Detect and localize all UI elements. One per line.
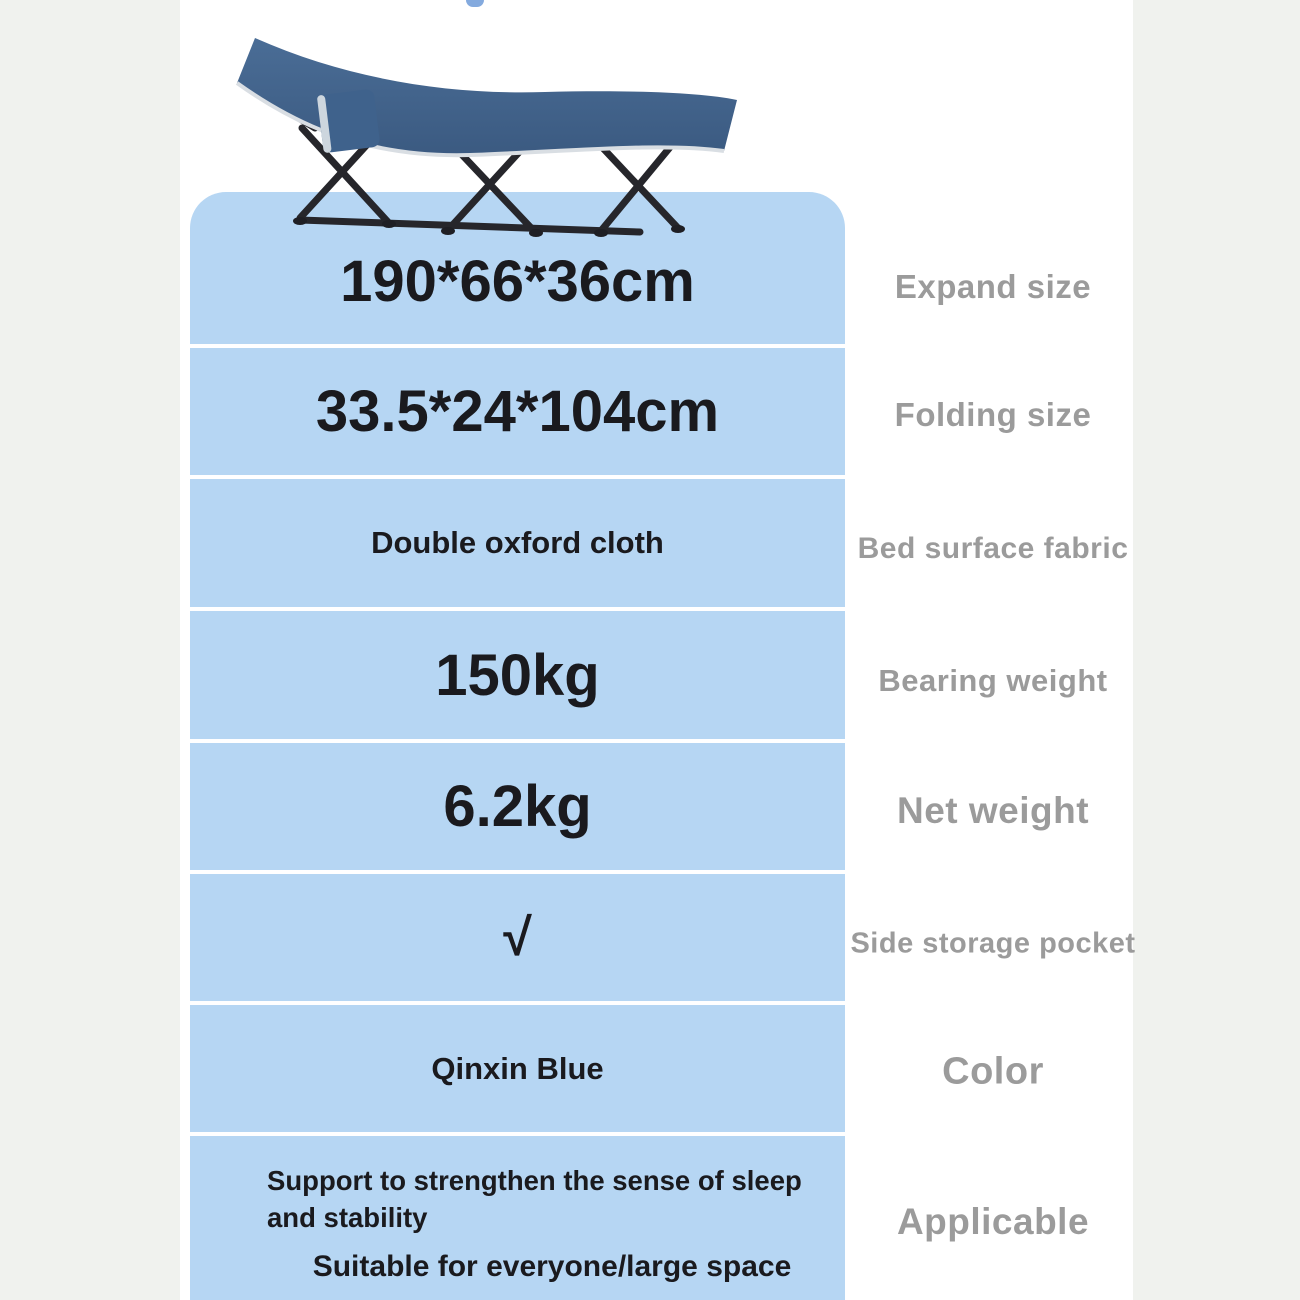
right-margin-strip: [1133, 0, 1300, 1300]
spec-table: [190, 192, 845, 1300]
spec-value-bed-fabric: Double oxford cloth: [371, 525, 664, 560]
spec-row-bearing-weight: [190, 611, 845, 743]
spec-label-bed-fabric: Bed surface fabric: [857, 532, 1129, 565]
spec-row-bed-fabric: [190, 479, 845, 611]
cot-side-pocket: [317, 89, 381, 154]
spec-value-bearing-weight: 150kg: [435, 642, 600, 708]
spec-value-net-weight: 6.2kg: [443, 774, 592, 839]
spec-row-color: [190, 1005, 845, 1136]
spec-label-expand-size: Expand size: [894, 268, 1092, 305]
left-margin-strip: [0, 0, 180, 1300]
spec-label-net-weight: Net weight: [896, 790, 1090, 831]
spec-value-applicable-line2: Suitable for everyone/large space: [312, 1250, 792, 1284]
folding-camping-cot-image: [225, 0, 745, 238]
spec-label-side-pocket: Side storage pocket: [850, 927, 1136, 960]
spec-row-folding-size: [190, 348, 845, 479]
spec-value-applicable-line1: Support to strengthen the sense of sleep and stability: [267, 1165, 802, 1234]
checkmark-icon: √: [503, 908, 532, 967]
spec-label-bearing-weight: Bearing weight: [878, 663, 1108, 698]
spec-label-column: [845, 0, 1141, 1300]
spec-value-folding-size: 33.5*24*104cm: [315, 379, 720, 444]
spec-value-expand-size: 190*66*36cm: [340, 248, 695, 314]
spec-label-folding-size: Folding size: [894, 396, 1092, 433]
spec-row-net-weight: [190, 743, 845, 874]
spec-label-color: Color: [942, 1050, 1044, 1093]
spec-label-applicable: Applicable: [896, 1201, 1090, 1242]
spec-value-color: Qinxin Blue: [431, 1050, 604, 1086]
spec-row-side-pocket: [190, 874, 845, 1005]
spec-row-applicable: [190, 1136, 845, 1300]
